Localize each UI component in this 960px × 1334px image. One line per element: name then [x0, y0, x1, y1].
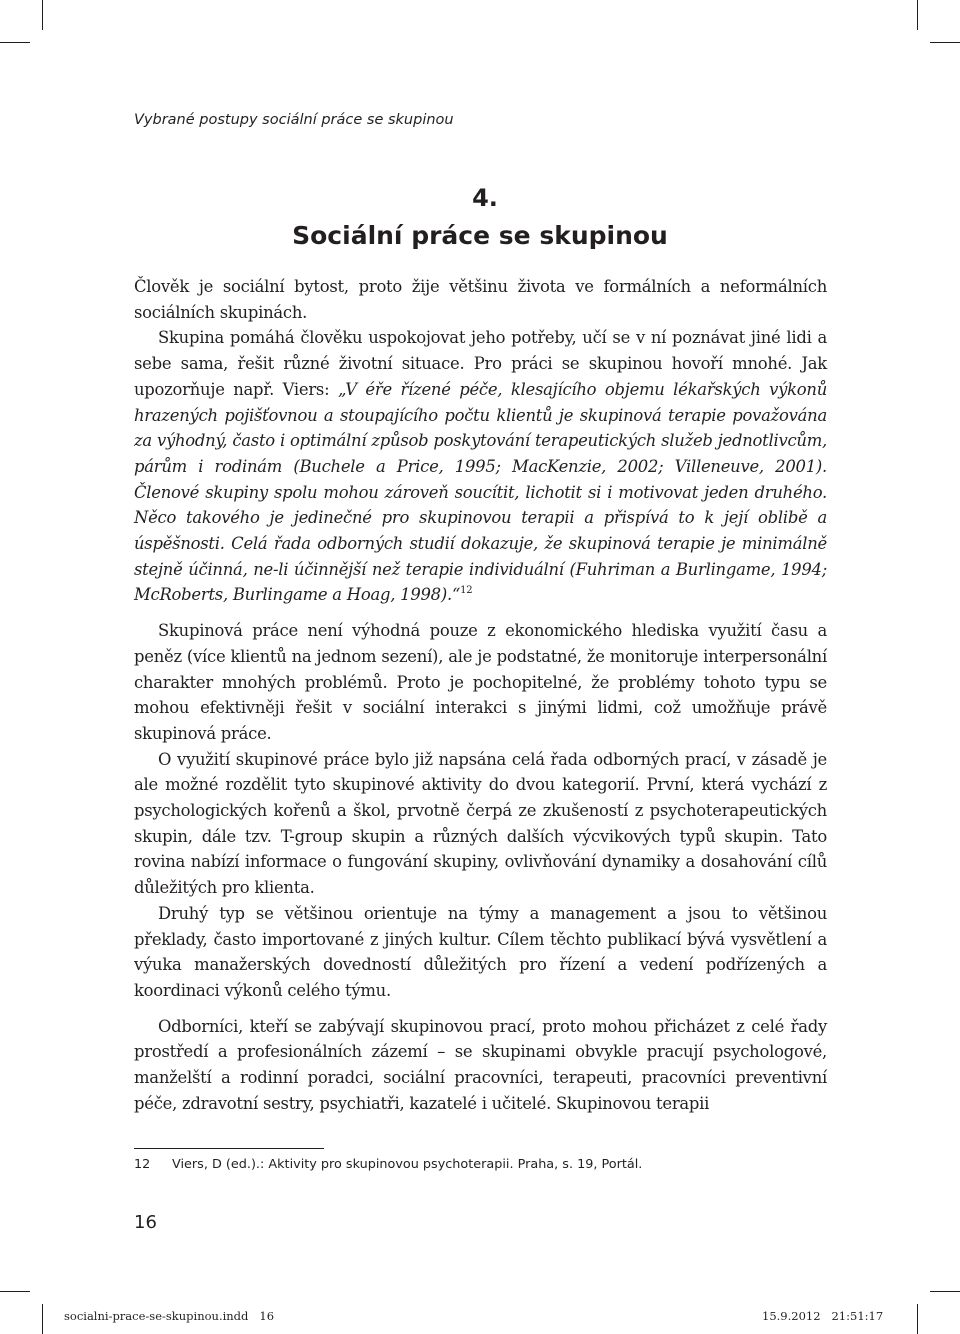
crop-mark	[0, 1291, 30, 1292]
body-text	[134, 274, 827, 1117]
crop-mark	[917, 0, 918, 30]
crop-mark	[930, 42, 960, 43]
paragraph: Druhý typ se většinou orientuje na týmy a management a jsou to většinou překlady, často importované z jiných kultur. Cílem těchto publikací bývá vysvětlení a výuka manažerských dovedností důležitých pro řízení a vedení podřízených a koordinaci výkonů celého týmu.	[134, 903, 827, 1000]
crop-mark	[42, 0, 43, 30]
paragraph-with-quote	[134, 325, 827, 608]
paragraph-intro: Skupina pomáhá člověku uspokojovat jeho potřeby, učí se v ní poznávat jiné lidi a sebe sama, řešit různé životní situace. Pro práci se skupinou hovoří mnohé. Jak upozorňuje např. Viers:	[134, 328, 827, 399]
chapter-number: 4.	[472, 184, 498, 212]
crop-mark	[917, 1304, 918, 1334]
footnote-text: Viers, D (ed.).: Aktivity pro skupinovou psychoterapii. Praha, s. 19, Portál.	[172, 1157, 643, 1172]
paragraph: Odborníci, kteří se zabývají skupinovou prací, proto mohou přicházet z celé řady prostředí a profesionálních zázemí – se skupinami obvykle pracují psychologové, manželští a rodinní poradci, sociální pracovníci, terapeuti, pracovníci preventivní péče, zdravotní sestry, psychiatři, kazatelé i učitelé. Skupinovou terapii	[134, 1016, 827, 1113]
crop-mark	[0, 42, 30, 43]
page-number: 16	[134, 1212, 157, 1233]
crop-mark	[42, 1304, 43, 1334]
footnote-number: 12	[134, 1157, 151, 1172]
slug-filename: socialni-prace-se-skupinou.indd 16	[64, 1309, 275, 1323]
paragraph: Skupinová práce není výhodná pouze z ekonomického hlediska využití času a peněz (více klientů na jednom sezení), ale je podstatné, že monitoruje interpersonální charakter mnohých problémů. Proto je pochopitelné, že problémy tohoto typu se mohou efektivněji řešit v sociální interakci s jinými lidmi, což umožňuje právě skupinová práce.	[134, 621, 827, 743]
footnote-reference[interactable]: 12	[460, 585, 473, 597]
slug-timestamp: 15.9.2012 21:51:17	[762, 1309, 884, 1323]
footnote	[134, 1157, 642, 1172]
paragraph: O využití skupinové práce bylo již napsána celá řada odborných prací, v zásadě je ale možné rozdělit tyto skupinové aktivity do dvou kategorií. První, která vychází z psychologických kořenů a škol, prvotně čerpá ze zkušeností z psychoterapeutických skupin, dále tzv. T-group skupin a různých dalších výcvikových typů skupin. Tato rovina nabízí informace o fungování skupiny, ovlivňování dynamiky a dosahování cílů důležitých pro klienta.	[134, 749, 827, 898]
chapter-title: Sociální práce se skupinou	[292, 221, 668, 250]
running-header: Vybrané postupy sociální práce se skupinou	[134, 112, 454, 128]
crop-mark	[930, 1291, 960, 1292]
quotation: „V éře řízené péče, klesajícího objemu lékařských výkonů hrazených pojišťovnou a stoupajícího počtu klientů je skupinová terapie považována za výhodný, často i optimální způsob poskytování terapeutických služeb jednotlivcům, párům i rodinám (Buchele a Price, 1995; MacKenzie, 2002; Villeneuve, 2001). Členové skupiny spolu mohou zároveň soucítit, lichotit si i motivovat jeden druhého. Něco takového je jedinečné pro skupinovou terapii a přispívá to k její oblibě a úspěšnosti. Celá řada odborných studií dokazuje, že skupinová terapie je minimálně stejně účinná, ne-li účinnější než terapie individuální (Fuhriman a Burlingame, 1994; McRoberts, Burlingame a Hoag, 1998).“	[134, 379, 828, 605]
footnote-divider	[134, 1148, 324, 1149]
paragraph: Člověk je sociální bytost, proto žije většinu života ve formálních a neformálních sociálních skupinách.	[134, 277, 827, 322]
